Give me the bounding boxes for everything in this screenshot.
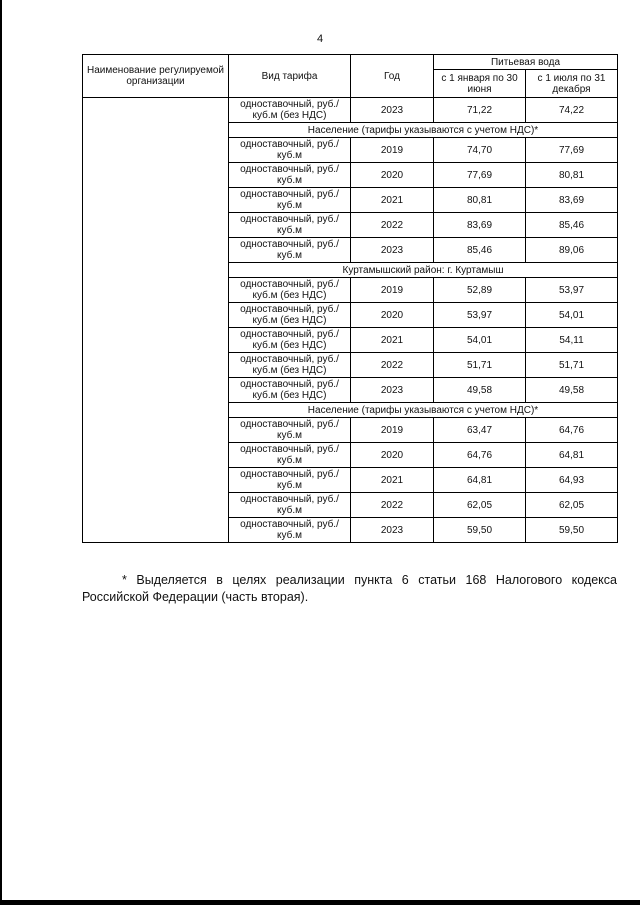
tariff-type-cell: одноставочный, руб./куб.м	[229, 443, 351, 468]
year-cell: 2022	[351, 493, 434, 518]
year-cell: 2023	[351, 98, 434, 123]
value-period-1-cell: 49,58	[434, 378, 526, 403]
tariff-type-cell: одноставочный, руб./куб.м (без НДС)	[229, 303, 351, 328]
page-left-border	[0, 0, 2, 905]
footnote: * Выделяется в целях реализации пункта 6 статьи 168 Налогового кодекса Российской Федерации (часть вторая).	[82, 573, 617, 604]
value-period-2-cell: 54,01	[526, 303, 618, 328]
tariff-type-cell: одноставочный, руб./куб.м	[229, 418, 351, 443]
value-period-1-cell: 51,71	[434, 353, 526, 378]
value-period-2-cell: 83,69	[526, 188, 618, 213]
tariff-type-cell: одноставочный, руб./куб.м (без НДС)	[229, 328, 351, 353]
page-number: 4	[316, 33, 324, 45]
year-cell: 2021	[351, 188, 434, 213]
value-period-1-cell: 64,81	[434, 468, 526, 493]
value-period-2-cell: 62,05	[526, 493, 618, 518]
value-period-2-cell: 64,93	[526, 468, 618, 493]
tariff-type-cell: одноставочный, руб./куб.м (без НДС)	[229, 378, 351, 403]
value-period-1-cell: 59,50	[434, 518, 526, 543]
value-period-2-cell: 74,22	[526, 98, 618, 123]
value-period-1-cell: 64,76	[434, 443, 526, 468]
tariff-type-cell: одноставочный, руб./куб.м	[229, 138, 351, 163]
year-cell: 2019	[351, 278, 434, 303]
tariff-type-cell: одноставочный, руб./куб.м	[229, 238, 351, 263]
year-cell: 2020	[351, 163, 434, 188]
year-cell: 2023	[351, 238, 434, 263]
value-period-1-cell: 85,46	[434, 238, 526, 263]
value-period-2-cell: 77,69	[526, 138, 618, 163]
table-row	[83, 98, 618, 123]
section-title: Население (тарифы указываются с учетом НДС)*	[229, 123, 618, 138]
value-period-1-cell: 53,97	[434, 303, 526, 328]
tariff-type-cell: одноставочный, руб./куб.м	[229, 188, 351, 213]
value-period-1-cell: 74,70	[434, 138, 526, 163]
value-period-2-cell: 64,76	[526, 418, 618, 443]
tariff-type-cell: одноставочный, руб./куб.м	[229, 468, 351, 493]
value-period-1-cell: 54,01	[434, 328, 526, 353]
value-period-2-cell: 89,06	[526, 238, 618, 263]
section-title: Население (тарифы указываются с учетом НДС)*	[229, 403, 618, 418]
organization-cell	[83, 98, 229, 543]
value-period-2-cell: 49,58	[526, 378, 618, 403]
value-period-1-cell: 63,47	[434, 418, 526, 443]
tariff-type-cell: одноставочный, руб./куб.м	[229, 213, 351, 238]
year-cell: 2020	[351, 303, 434, 328]
tariff-table	[82, 54, 618, 543]
tariff-type-cell: одноставочный, руб./куб.м (без НДС)	[229, 98, 351, 123]
value-period-2-cell: 85,46	[526, 213, 618, 238]
year-cell: 2019	[351, 418, 434, 443]
year-cell: 2021	[351, 468, 434, 493]
tariff-type-cell: одноставочный, руб./куб.м	[229, 163, 351, 188]
year-cell: 2020	[351, 443, 434, 468]
year-cell: 2022	[351, 213, 434, 238]
year-cell: 2019	[351, 138, 434, 163]
value-period-2-cell: 51,71	[526, 353, 618, 378]
value-period-2-cell: 80,81	[526, 163, 618, 188]
value-period-1-cell: 71,22	[434, 98, 526, 123]
tariff-type-cell: одноставочный, руб./куб.м	[229, 518, 351, 543]
value-period-2-cell: 59,50	[526, 518, 618, 543]
value-period-2-cell: 64,81	[526, 443, 618, 468]
table-body	[83, 98, 618, 543]
tariff-type-cell: одноставочный, руб./куб.м	[229, 493, 351, 518]
year-cell: 2022	[351, 353, 434, 378]
value-period-2-cell: 53,97	[526, 278, 618, 303]
tariff-type-cell: одноставочный, руб./куб.м (без НДС)	[229, 353, 351, 378]
header-period-1: с 1 января по 30 июня	[434, 70, 526, 98]
header-organization: Наименование регулируемой организации	[83, 55, 229, 98]
value-period-1-cell: 77,69	[434, 163, 526, 188]
header-tariff-type: Вид тарифа	[229, 55, 351, 98]
header-year: Год	[351, 55, 434, 98]
year-cell: 2023	[351, 518, 434, 543]
value-period-1-cell: 52,89	[434, 278, 526, 303]
value-period-1-cell: 83,69	[434, 213, 526, 238]
page-bottom-border	[0, 900, 640, 905]
value-period-2-cell: 54,11	[526, 328, 618, 353]
section-title: Куртамышский район: г. Куртамыш	[229, 263, 618, 278]
header-period-2: с 1 июля по 31 декабря	[526, 70, 618, 98]
value-period-1-cell: 80,81	[434, 188, 526, 213]
header-drinking-water: Питьевая вода	[434, 55, 618, 70]
value-period-1-cell: 62,05	[434, 493, 526, 518]
year-cell: 2021	[351, 328, 434, 353]
year-cell: 2023	[351, 378, 434, 403]
tariff-type-cell: одноставочный, руб./куб.м (без НДС)	[229, 278, 351, 303]
